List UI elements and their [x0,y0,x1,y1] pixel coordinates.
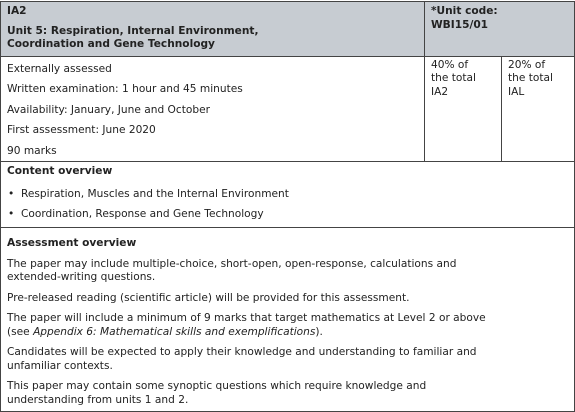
assessment-overview-title: Assessment overview [7,237,137,249]
bullet-icon: • [8,188,15,200]
content-overview-row [1,162,575,228]
unit-code-label: *Unit code: [431,5,498,17]
ia2-weighting-cell [425,56,502,162]
ia-label: IA2 [7,5,27,17]
text-line: This paper may contain some synoptic questions which require knowledge and [7,380,427,392]
text-line: extended-writing questions. [7,271,156,283]
content-overview-title: Content overview [7,165,113,177]
assessment-paragraph-pre-release [7,292,568,306]
text-line: Pre-released reading (scientific article) will be provided for this assessment. [7,291,410,304]
list-item-text: Coordination, Response and Gene Technology [21,208,264,220]
unit-title-line-1: Unit 5: Respiration, Internal Environment, [7,24,259,37]
ia2-weight-line-1: 40% of [431,58,469,71]
text-line: Candidates will be expected to apply their knowledge and understanding to familiar and [7,346,477,358]
detail-marks: 90 marks [7,144,57,157]
assessment-details-cell [1,56,425,162]
details-row [1,56,575,162]
unit-code-value: WBI15/01 [431,18,489,31]
detail-assessed: Externally assessed [7,62,112,75]
list-item-text: Respiration, Muscles and the Internal Environment [21,188,289,200]
content-overview-list [7,184,568,224]
ia2-weight-line-2: the total [431,72,476,84]
text-line: The paper may include multiple-choice, short-open, open-response, calculations and [7,257,457,270]
assessment-paragraph-synoptic [7,380,568,407]
appendix-reference: Appendix 6: Mathematical skills and exemplifications [33,325,316,338]
unit-title-cell [1,2,425,57]
ial-weight-line-1: 20% of [508,58,546,71]
text-fragment: ). [315,325,323,338]
detail-duration: Written examination: 1 hour and 45 minutes [7,83,243,95]
list-item [8,184,568,204]
header-row [1,2,575,57]
ial-weight-line-2: the total [508,72,553,84]
unit-title-line-2: Coordination and Gene Technology [7,38,215,50]
text-fragment: (see [7,325,34,338]
text-line: unfamiliar contexts. [7,359,113,372]
ial-weight-line-3: IAL [508,85,525,98]
unit-code-cell [425,2,575,57]
detail-availability: Availability: January, June and October [7,103,210,116]
text-line: understanding from units 1 and 2. [7,393,189,406]
ial-weighting-cell [502,56,575,162]
list-item [8,204,568,224]
bullet-icon: • [8,208,15,220]
assessment-paragraph-question-types [7,258,568,285]
unit-spec-table [0,1,575,412]
assessment-paragraph-contexts [7,346,568,373]
assessment-overview-row [1,228,575,412]
assessment-overview-cell [1,228,575,412]
text-line: The paper will include a minimum of 9 marks that target mathematics at Level 2 or above [7,312,486,324]
content-overview-cell [1,162,575,228]
detail-first-assessment: First assessment: June 2020 [7,124,156,136]
assessment-paragraph-mathematics [7,312,568,339]
ia2-weight-line-3: IA2 [431,85,449,98]
